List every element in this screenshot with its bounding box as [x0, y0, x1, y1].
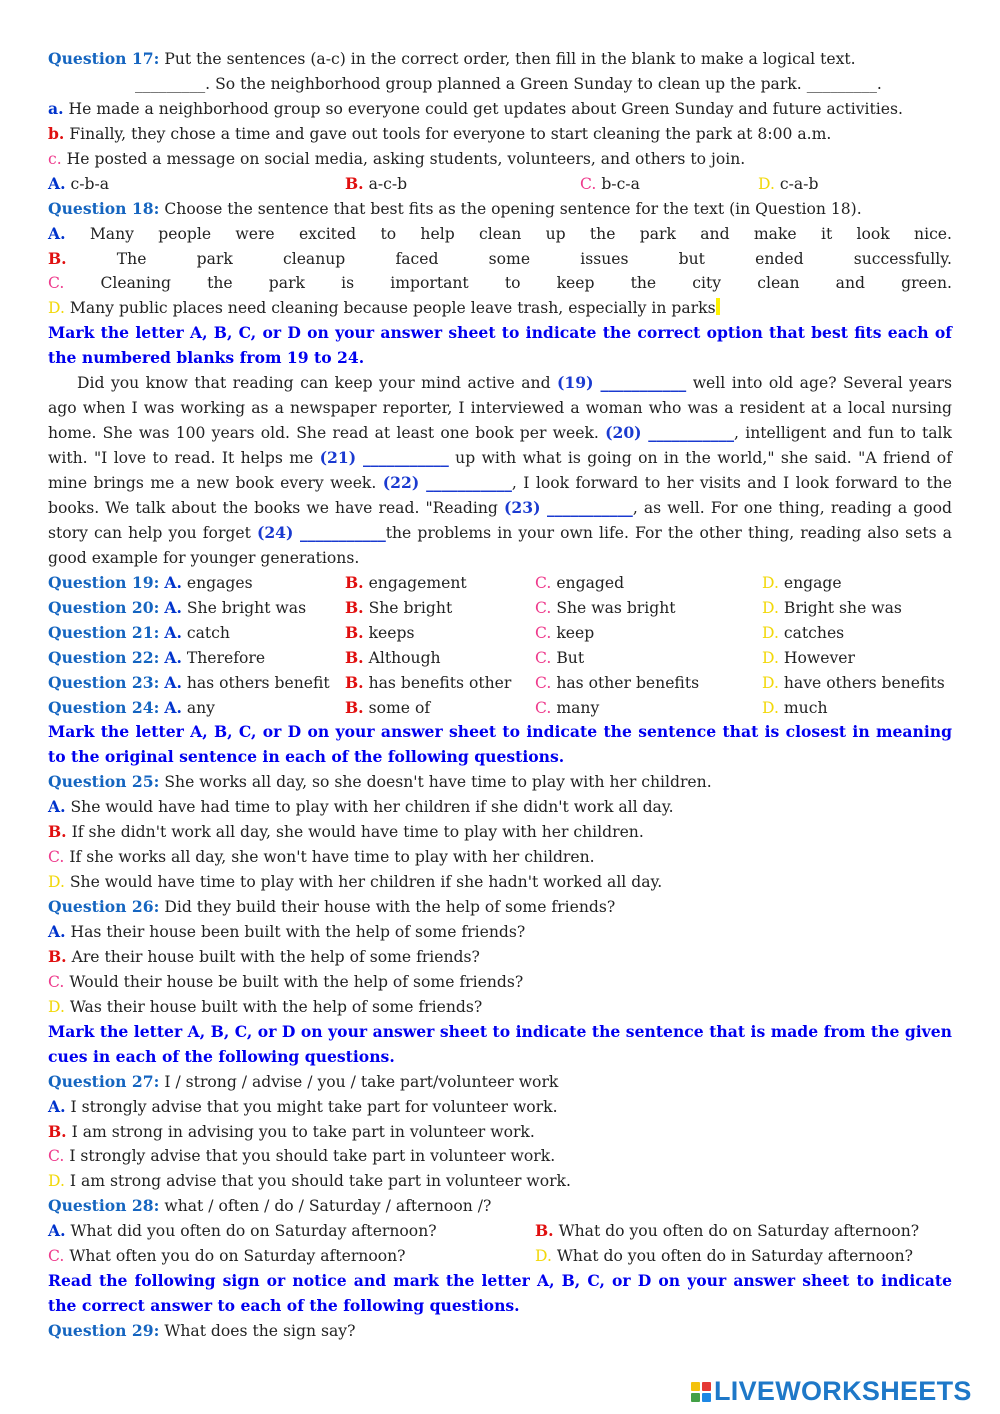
- q17-option-c[interactable]: C. b-c-a: [580, 174, 640, 193]
- q25-option-c[interactable]: C. If she works all day, she won't have time to play with her children.: [48, 848, 595, 867]
- q17-sentence-b: [48, 122, 952, 147]
- q17-prompt: Put the sentences (a-c) in the correct order, then fill in the blank to make a logical text.: [164, 50, 856, 68]
- q18-option-d[interactable]: D. Many public places need cleaning because people leave trash, especially in parks: [48, 296, 952, 321]
- logo-text: LIVEWORKSHEETS: [714, 1376, 972, 1406]
- q23-option-b[interactable]: B. has benefits other: [345, 672, 512, 692]
- blank-21[interactable]: (21) ___________: [319, 448, 449, 468]
- blank-23[interactable]: (23) ___________: [504, 497, 633, 517]
- q21-option-c[interactable]: C. keep: [535, 623, 595, 642]
- q26-option-a[interactable]: A. Has their house been built with the help of some friends?: [48, 922, 526, 941]
- question-23-row: [48, 671, 952, 696]
- letter-c: c.: [48, 149, 62, 168]
- q27-option-b[interactable]: B. I am strong in advising you to take part in volunteer work.: [48, 1121, 535, 1141]
- q28-option-b[interactable]: B. What do you often do on Saturday afternoon?: [535, 1221, 920, 1241]
- q19-option-b[interactable]: B. engagement: [345, 572, 467, 592]
- q23-option-c[interactable]: C. has other benefits: [535, 673, 700, 692]
- q29-prompt: What does the sign say?: [164, 1322, 356, 1341]
- q21-option-b[interactable]: B. keeps: [345, 622, 415, 642]
- q21-option-d[interactable]: D. catches: [762, 623, 845, 642]
- blank-22[interactable]: (22) ___________: [382, 473, 512, 493]
- q26-label: Question 26:: [48, 897, 160, 917]
- q17-gap-after[interactable]: _________.: [806, 74, 882, 93]
- blank-20[interactable]: (20) ___________: [605, 423, 735, 443]
- q26-option-b[interactable]: B. Are their house built with the help of some friends?: [48, 946, 480, 966]
- q28-label: Question 28:: [48, 1196, 160, 1216]
- q17-a-text: He made a neighborhood group so everyone could get updates about Green Sunday and future activities.: [68, 99, 903, 118]
- q22-option-c[interactable]: C. But: [535, 648, 585, 667]
- q26-option-c[interactable]: C. Would their house be built with the help of some friends?: [48, 972, 524, 991]
- q26-prompt: Did they build their house with the help of some friends?: [164, 898, 616, 917]
- q28-option-d[interactable]: D. What do you often do in Saturday afternoon?: [535, 1247, 913, 1266]
- q22-option-b[interactable]: B. Although: [345, 647, 441, 667]
- q17-gap-text: . So the neighborhood group planned a Green Sunday to clean up the park.: [205, 74, 802, 93]
- q20-option-c[interactable]: C. She was bright: [535, 598, 676, 617]
- q27-option-c[interactable]: C. I strongly advise that you should take part in volunteer work.: [48, 1147, 556, 1166]
- blank-19[interactable]: (19) ___________: [557, 373, 687, 393]
- blank-24[interactable]: (24) ___________: [256, 522, 386, 542]
- q17-gap-before[interactable]: _________: [135, 74, 206, 93]
- cloze-passage: Did you know that reading can keep your mind active and (19) ___________ well into old age? Several years ago when I was working as a newspaper reporter, I interviewed a woman who was a resident at a local nursing home. She was 100 years old. She read at least one book per week. (20) ___________, intelligent and fun to talk with. "I love to read. It helps me (21) ___________ up with what is going on in the world," she said. "A friend of mine brings me a new book every week. (22) ___________, I look forward to her visits and I look forward to the books. We talk about the books we have read. "Reading (23) ___________, as well. For one thing, reading a good story can help you forget (24) ___________the problems in your own life. For the other thing, reading also sets a good example for younger generations.: [48, 373, 952, 567]
- q29-label: Question 29:: [48, 1321, 160, 1341]
- q28-option-a[interactable]: A. What did you often do on Saturday afternoon?: [48, 1221, 437, 1241]
- q19-option-d[interactable]: D. engage: [762, 573, 842, 592]
- q17-sentence-a: [48, 97, 952, 122]
- question-24-row: [48, 696, 952, 721]
- q24-option-b[interactable]: B. some of: [345, 697, 431, 717]
- q25-option-d[interactable]: D. She would have time to play with her children if she hadn't worked all day.: [48, 873, 663, 892]
- instruction-sign-notice: Read the following sign or notice and mark the letter A, B, C, or D on your answer sheet to indicate the correct answer to each of the following questions.: [48, 1271, 952, 1316]
- q17-gap-sentence: [48, 72, 952, 97]
- q24-option-d[interactable]: D. much: [762, 698, 828, 717]
- q17-header: [48, 47, 952, 72]
- worksheet-page: [48, 47, 952, 1344]
- q17-options: [48, 172, 952, 197]
- q17-b-text: Finally, they chose a time and gave out tools for everyone to start cleaning the park at 8:00 a.m.: [69, 124, 832, 143]
- q18-option-c[interactable]: C. Cleaning the park is important to keep the city clean and green.: [48, 274, 952, 293]
- q24-option-c[interactable]: C. many: [535, 698, 600, 717]
- q27-option-d[interactable]: D. I am strong advise that you should take part in volunteer work.: [48, 1172, 571, 1191]
- letter-a: a.: [48, 98, 64, 118]
- q25-label: Question 25:: [48, 772, 160, 792]
- q17-option-a[interactable]: A. c-b-a: [48, 173, 110, 193]
- q17-option-b[interactable]: B. a-c-b: [345, 173, 408, 193]
- q22-option-a[interactable]: Question 22: A. Therefore: [48, 647, 266, 667]
- q25-option-b[interactable]: B. If she didn't work all day, she would have time to play with her children.: [48, 822, 644, 842]
- letter-b: b.: [48, 123, 65, 143]
- q28-options-row-1: [48, 1219, 952, 1244]
- question-22-row: [48, 646, 952, 671]
- q18-prompt: Choose the sentence that best fits as the opening sentence for the text (in Question 18).: [164, 199, 862, 218]
- instruction-closest-meaning: Mark the letter A, B, C, or D on your answer sheet to indicate the sentence that is closest in meaning to the original sentence in each of the following questions.: [48, 722, 952, 767]
- q26-option-d[interactable]: D. Was their house built with the help of some friends?: [48, 997, 483, 1016]
- question-20-row: [48, 596, 952, 621]
- q17-option-d[interactable]: D. c-a-b: [758, 174, 819, 193]
- q26-header: [48, 895, 952, 920]
- q18-option-b[interactable]: B. The park cleanup faced some issues but ended successfully.: [48, 248, 952, 268]
- q20-option-d[interactable]: D. Bright she was: [762, 598, 902, 617]
- q17-label: Question 17:: [48, 49, 160, 68]
- instruction-given-cues: Mark the letter A, B, C, or D on your answer sheet to indicate the sentence that is made from the given cues in each of the following questions.: [48, 1021, 952, 1066]
- mc-grid: [48, 571, 952, 721]
- q23-option-a[interactable]: Question 23: A. has others benefit: [48, 672, 330, 692]
- q25-option-a[interactable]: A. She would have had time to play with her children if she didn't work all day.: [48, 797, 674, 817]
- q19-option-a[interactable]: Question 19: A. engages: [48, 572, 253, 592]
- q27-prompt: I / strong / advise / you / take part/volunteer work: [164, 1072, 559, 1091]
- q28-header: [48, 1194, 952, 1219]
- liveworksheets-logo[interactable]: [691, 1376, 972, 1407]
- q27-label: Question 27:: [48, 1071, 160, 1091]
- q28-options-row-2: [48, 1244, 952, 1269]
- q20-option-a[interactable]: Question 20: A. She bright was: [48, 597, 307, 617]
- q27-option-a[interactable]: A. I strongly advise that you might take part for volunteer work.: [48, 1096, 558, 1116]
- q17-sentence-c: [48, 147, 952, 172]
- q24-option-a[interactable]: Question 24: A. any: [48, 697, 215, 717]
- instruction-cloze: Mark the letter A, B, C, or D on your answer sheet to indicate the correct option that best fits each of the numbered blanks from 19 to 24.: [48, 323, 952, 368]
- question-19-row: [48, 571, 952, 596]
- q23-option-d[interactable]: D. have others benefits: [762, 673, 945, 692]
- question-21-row: [48, 621, 952, 646]
- logo-mark-icon: [691, 1382, 711, 1402]
- q28-option-c[interactable]: C. What often you do on Saturday afternoon?: [48, 1247, 406, 1266]
- q25-header: [48, 770, 952, 795]
- highlight-mark: [716, 298, 720, 315]
- q22-option-d[interactable]: D. However: [762, 648, 855, 667]
- q17-c-text: He posted a message on social media, asking students, volunteers, and others to join.: [66, 149, 746, 168]
- q29-header: [48, 1319, 952, 1344]
- q28-prompt: what / often / do / Saturday / afternoon /?: [164, 1197, 492, 1216]
- q18-label: Question 18:: [48, 198, 160, 218]
- q27-header: [48, 1070, 952, 1095]
- q25-prompt: She works all day, so she doesn't have time to play with her children.: [164, 773, 712, 792]
- q21-option-a[interactable]: Question 21: A. catch: [48, 622, 230, 642]
- q18-header: [48, 197, 952, 222]
- q19-option-c[interactable]: C. engaged: [535, 573, 625, 592]
- q18-option-a[interactable]: A. Many people were excited to help clean up the park and make it look nice.: [48, 223, 952, 243]
- q20-option-b[interactable]: B. She bright: [345, 597, 453, 617]
